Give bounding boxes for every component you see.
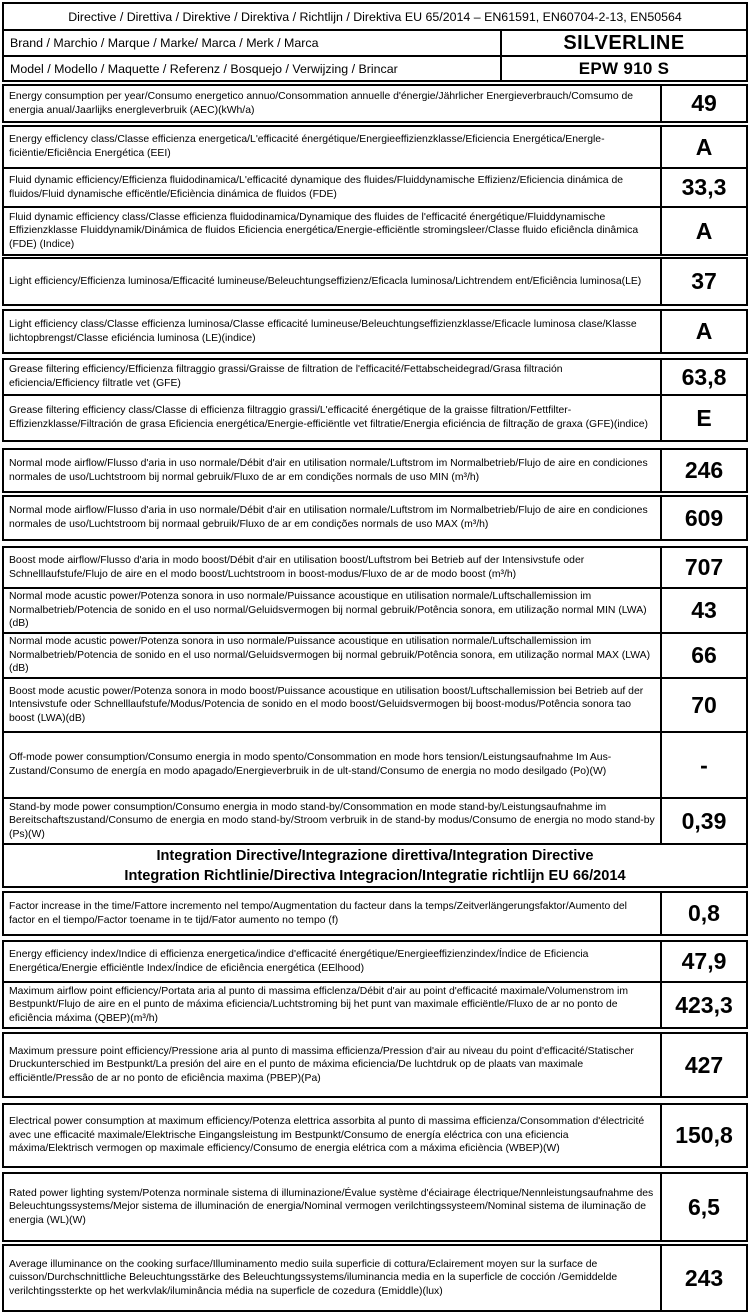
spec-label: Normal mode acustic power/Potenza sonora in uso normale/Puissance acoustique en utilisation normale/Luftschallemission im Normalbetrieb/Potencia de sonido en el uso normal/Geluidsvermogen bij normal gebruik/Potência sonora, em utilização normal MAX (LWA)(dB) [9, 636, 651, 675]
spec-label: Energy consumption per year/Consumo energetico annuo/Consommation annuelle d'énergie/Jährlicher Energieverbrauch/Comsumo de energia anual/Jaarlijks energleverbruik (AEC)(kWh/a) [9, 90, 634, 116]
spec-row-boost-acoustic-power [2, 677, 748, 733]
model-label: Model / Modello / Maquette / Referenz / Bosquejo / Verwijzing / Brincar [10, 61, 398, 76]
model-row [2, 55, 748, 82]
spec-row-fluid-dynamic-efficiency [2, 167, 748, 208]
spec-row-fluid-dynamic-efficiency-class [2, 206, 748, 256]
spec-value: 63,8 [660, 360, 746, 394]
spec-label: Light efficiency class/Classe efficienza luminosa/Classe efficacité lumineuse/Beleuchtungseffizienzklasse/Eficacle luminosa clase/Klasse lichtopbrengst/Classe eficiéncia luminosa (LE)(indice) [9, 318, 637, 344]
spec-label: Fluid dynamic efficiency class/Classe efficienza fluidodinamica/Dynamique des fluides de l'efficacité énergétique/Fluiddynamische Effizienzklasse Fluiddynamik/Dinámica de fluidos Eficiencia energética/Energie-efficiëntle stromingsleer/Classe fluido eficiêncla dinâmica (FDE) (Indice) [9, 211, 639, 250]
spec-row-grease-filtering-efficiency-class [2, 394, 748, 442]
spec-label: Stand-by mode power consumption/Consumo energia in modo stand-by/Consommation en mode stand-by/Leistungsaufnahme im Bereitschaftszustand/Consumo de energia en modo stand-by/Stroom verbruik in de stand-by modus/Consumo de energia no modo stand-by (Ps)(W) [9, 801, 655, 840]
spec-row-normal-airflow-min [2, 448, 748, 493]
spec-row-max-airflow-point-efficiency [2, 981, 748, 1029]
spec-row-energy-efficiency-index [2, 940, 748, 983]
spec-row-time-increase-factor [2, 891, 748, 936]
spec-value: 707 [660, 548, 746, 587]
spec-value: 70 [660, 679, 746, 731]
spec-label: Off-mode power consumption/Consumo energia in modo spento/Consommation en mode hors tension/Leistungsaufnahme Im Aus-Zustand/Consumo de energía en modo apagado/Energieverbruik in de ult-stand/Consumo de energia no modo desilgado (Po)(W) [9, 752, 612, 777]
spec-label: Energy efficlency class/Classe efficienza energetica/L'efficacité énergétique/Energieeffizienzklasse/Eficiencia Energética/Energle-ficiëntie/Eficiência Energética (EEI) [9, 134, 605, 159]
spec-row-rated-power-lighting-system [2, 1172, 748, 1242]
spec-value: A [660, 311, 746, 352]
brand-label: Brand / Marchio / Marque / Marke/ Marca / Merk / Marca [10, 36, 319, 50]
spec-row-normal-airflow-max [2, 495, 748, 541]
directive-row [2, 2, 748, 31]
spec-label: Energy efficiency index/Indice di efficienza energetica/indice d'efficacité énergétique/Energieeffizienzindex/Índice de Eficiencia Energética/Energie efficiëntle Index/Índice de eficiência energética (EElhood) [9, 948, 589, 974]
spec-row-normal-acoustic-power-min [2, 587, 748, 634]
spec-value: 0,39 [660, 799, 746, 843]
spec-value: 609 [660, 497, 746, 539]
spec-label: Maximum airflow point efficiency/Portata aria al punto di massima efficlenza/Débit d'air au point d'efficacité maximale/Volumenstrom im Bestpunkt/Flujo de aire en el punto de máxima eficiencia/Luchtstroming bij het punt van maximale efficiëntle/Fluxo de ar no ponto de eficiência máxima (QBEP)(m³/h) [9, 985, 629, 1024]
spec-label: Boost mode acustic power/Potenza sonora in modo boost/Puissance acoustique en utilisation boost/Luftschallemission bei Betrieb auf der Intensivstufe oder Schnelllaufstufe/Modus/Potencia de sonido en el modo boost/Geluidsvermogen bij boost-modus/Potência sonora tao boost (LWA)(dB) [9, 685, 644, 724]
spec-value: - [660, 733, 746, 797]
spec-row-average-illuminance [2, 1244, 748, 1312]
spec-value: E [660, 396, 746, 440]
spec-value: 37 [660, 259, 746, 304]
spec-value: 427 [660, 1034, 746, 1096]
spec-label: Fluid dynamic efficiency/Efficienza fluidodinamica/L'efficacité dynamique des fluides/Fluiddynamische Effizienz/Eficiencia dinámica de fluidos/Fluid dynamische efficëntle/Eficiència dinámica de fluidos (FDE) [9, 174, 624, 200]
spec-value: 33,3 [660, 169, 746, 206]
brand-logo: SILVERLINE [500, 31, 746, 55]
integration-directive-header [2, 843, 748, 888]
spec-value: 243 [660, 1246, 746, 1310]
spec-value: A [660, 127, 746, 167]
directive-text: Directive / Direttiva / Direktive / Direktiva / Richtlijn / Direktiva EU 65/2014 – EN61591, EN60704-2-13, EN50564 [68, 9, 682, 24]
spec-value: 246 [660, 450, 746, 491]
spec-value: 6,5 [660, 1174, 746, 1240]
spec-row-standby-power [2, 797, 748, 845]
spec-label: Average illuminance on the cooking surface/Illuminamento medio suila superficie di cottura/Eclairement moyen sur la surface de cuisson/Durchschnittliche Beleuchtungsstärke des Beleuchtungssystems/iluminancia media en la superficle de cocción /Gemiddelde verilchtingssterkte op het werkvlak/iluminância média na superficle de cozedura (Emiddle)(lux) [9, 1258, 618, 1297]
spec-value: A [660, 208, 746, 254]
spec-value: 150,8 [660, 1105, 746, 1166]
spec-label: Normal mode airflow/Flusso d'aria in uso normale/Débit d'air en utilisation normale/Luftstrom im Normalbetrieb/Flujo de aire en condiciones normales de uso/Luchtstroom bij normaal gebruik/Fluxo de ar em condições normals de uso MAX (m³/h) [9, 505, 648, 530]
spec-label: Light efficiency/Efficienza luminosa/Efficacité lumineuse/Beleuchtungseffizienz/Eficacla luminosa/Lichtrendem ent/Eficiência luminosa(LE) [9, 275, 642, 287]
spec-value: 423,3 [660, 983, 746, 1027]
integration-title-line1: Integration Directive/Integrazione direttiva/Integration Directive [156, 847, 594, 864]
spec-label: Normal mode acustic power/Potenza sonora in uso normale/Puissance acoustique en utilisation normale/Luftschallemission im Normalbetrieb/Potencia de sonido en el uso normal/Geluidsvermogen bij normal gebruik/Potência sonora, em utilização normal MIN (LWA)(dB) [9, 591, 647, 630]
spec-row-off-mode-power [2, 731, 748, 799]
spec-row-energy-efficiency-class [2, 125, 748, 169]
spec-row-grease-filtering-efficiency [2, 358, 748, 396]
spec-row-normal-acoustic-power-max [2, 632, 748, 679]
spec-label: Normal mode airflow/Flusso d'aria in uso normale/Débit d'air en utilisation normale/Luftstrom im Normalbetrieb/Flujo de aire en condiciones normales de uso/Luchtstroom bij normal gebruik/Fluxo de ar em condições normals de uso MIN (m³/h) [9, 457, 648, 483]
spec-row-light-efficiency-class [2, 309, 748, 354]
spec-row-light-efficiency [2, 257, 748, 306]
spec-row-max-pressure-point-efficiency [2, 1032, 748, 1098]
spec-value: 47,9 [660, 942, 746, 981]
integration-directive-title [4, 846, 746, 886]
spec-value: 66 [660, 634, 746, 677]
spec-label: Electrical power consumption at maximum efficiency/Potenza elettrica assorbita al punto di massima efficienza/Consommation d'électricité avec une efficacité maximale/Elektrische Eingangsleistung im Bestpunkt/Consumo de energía eléctrica con una eficiencia máxima/Elektrisch vermogen op maximale efficiency/Consumo de energia elétrica com a máxima eficiència (WBEP)(W) [9, 1116, 645, 1155]
spec-value: 49 [660, 86, 746, 121]
spec-row-electrical-power-at-max-efficiency [2, 1103, 748, 1168]
spec-label: Boost mode airflow/Flusso d'aria in modo boost/Débit d'air en utilisation boost/Luftstrom bei Betrieb auf der Intensivstufe oder Schnelllaufstufe/Flujo de aire en el modo boost/Luchtstroom in boost-modus/Fluxo de ar de modo boost (m³/h) [9, 554, 585, 580]
spec-row-boost-airflow [2, 546, 748, 589]
spec-label: Maximum pressure point efficiency/Pressione aria al punto di massima efficienza/Pression d'air au niveau du point d'efficacité/Statischer Druckunterschied im Bestpunkt/La presión del aire en el punto de máxima eficiencia/De luchtdruk op de plaats van maximale efficiëntle/Pressâo de ar no ponto de eficiência maxima (PBEP)(Pa) [9, 1045, 634, 1084]
spec-sheet [2, 2, 748, 1312]
spec-label: Rated power lighting system/Potenza norminale sistema di illuminazione/Évalue système d'éciairage électrique/Nennleistungsaufnahme des Beleuchtungssystems/Mejor sistema de illuminación de energia/Nominal vermogen verilchtingssysteem/Nominal sistema de iluminação de energia (WL)(W) [9, 1187, 654, 1226]
spec-value: 0,8 [660, 893, 746, 934]
spec-label: Grease filtering efficiency class/Classe di efficienza filtraggio grassi/L'efficacité énergétique de la graisse filtration/Fettfilter-Effizienzklasse/Filtración de grasa Eficiencia energética/Energie-efficiëntle vet filtratie/Energia eficiéncia de filtração de graxa (GFE)(indice) [9, 405, 648, 430]
brand-row [2, 29, 748, 57]
spec-row-energy-consumption-year [2, 84, 748, 123]
spec-value: 43 [660, 589, 746, 632]
model-value: EPW 910 S [500, 57, 746, 80]
spec-label: Factor increase in the time/Fattore incremento nel tempo/Augmentation du facteur dans la temps/Zeitverlängerungsfaktor/Aumento del factor en el tiempo/Factor toename in te tijd/Fator aumento no tempo (f) [9, 900, 627, 926]
integration-title-line2: Integration Richtlinie/Directiva Integracion/Integratie richtlijn EU 66/2014 [124, 867, 626, 884]
spec-label: Grease filtering efficiency/Efficienza filtraggio grassi/Graisse de filtration de l'efficacité/Fettabscheidegrad/Grasa filtración eficiencia/Efficiency filtratle vet (GFE) [9, 364, 563, 389]
